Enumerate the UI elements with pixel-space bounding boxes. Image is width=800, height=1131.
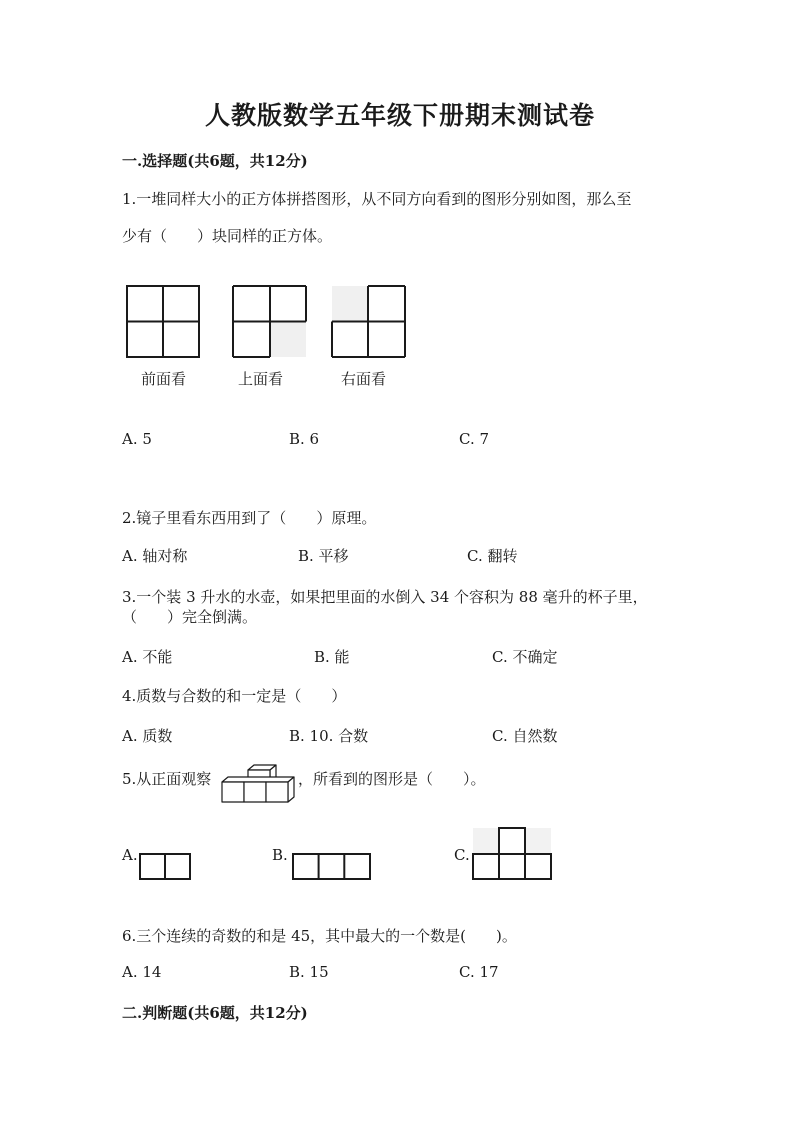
question-4-text: 4.质数与合数的和一定是（ ） <box>122 687 347 705</box>
question-3-option-b: B. 能 <box>314 648 350 666</box>
question-3-option-c: C. 不确定 <box>492 648 558 666</box>
question-5-option-a-figure <box>139 853 191 880</box>
question-4-option-c: C. 自然数 <box>492 727 558 745</box>
question-5-option-c-figure <box>472 827 552 880</box>
question-1-line-2: 少有（ ）块同样的正方体。 <box>122 227 333 245</box>
top-view-figure <box>232 285 308 358</box>
front-view-label: 前面看 <box>141 370 187 388</box>
question-5-text-before: 5.从正面观察 <box>122 770 212 788</box>
question-2-option-c: C. 翻转 <box>467 547 518 565</box>
question-4-option-a: A. 质数 <box>122 727 173 745</box>
right-view-label: 右面看 <box>341 370 387 388</box>
section-heading-judgement: 二.判断题(共6题，共12分) <box>122 1004 308 1022</box>
question-5-option-a-label: A. <box>122 846 138 864</box>
question-6-option-c: C. 17 <box>459 963 499 981</box>
question-6-option-a: A. 14 <box>122 963 162 981</box>
top-view-label: 上面看 <box>238 370 284 388</box>
page-title: 人教版数学五年级下册期末测试卷 <box>204 101 595 130</box>
question-2-option-b: B. 平移 <box>298 547 349 565</box>
question-2-option-a: A. 轴对称 <box>122 547 188 565</box>
question-3-option-a: A. 不能 <box>122 648 173 666</box>
section-heading-choice: 一.选择题(共6题，共12分) <box>122 152 308 170</box>
question-4-option-b: B. 10. 合数 <box>289 727 369 745</box>
question-3-line-2: （ ）完全倒满。 <box>122 608 258 626</box>
question-1-option-c: C. 7 <box>459 430 490 448</box>
question-5-option-b-figure <box>292 853 371 880</box>
question-5-option-b-label: B. <box>272 846 288 864</box>
cube-stack-figure <box>218 764 296 806</box>
question-1-line-1: 1.一堆同样大小的正方体拼搭图形，从不同方向看到的图形分别如图，那么至 <box>122 190 632 208</box>
question-1-option-a: A. 5 <box>122 430 152 448</box>
question-6-text: 6.三个连续的奇数的和是 45，其中最大的一个数是( )。 <box>122 927 517 945</box>
question-2-text: 2.镜子里看东西用到了（ ）原理。 <box>122 509 377 527</box>
front-view-figure <box>126 285 200 358</box>
question-5-option-c-label: C. <box>454 846 470 864</box>
question-3-line-1: 3.一个装 3 升水的水壶，如果把里面的水倒入 34 个容积为 88 毫升的杯子里， <box>122 588 648 606</box>
question-5-text-after: ，所看到的图形是（ ）。 <box>298 770 486 788</box>
question-6-option-b: B. 15 <box>289 963 329 981</box>
right-view-figure <box>331 285 407 358</box>
question-1-option-b: B. 6 <box>289 430 320 448</box>
